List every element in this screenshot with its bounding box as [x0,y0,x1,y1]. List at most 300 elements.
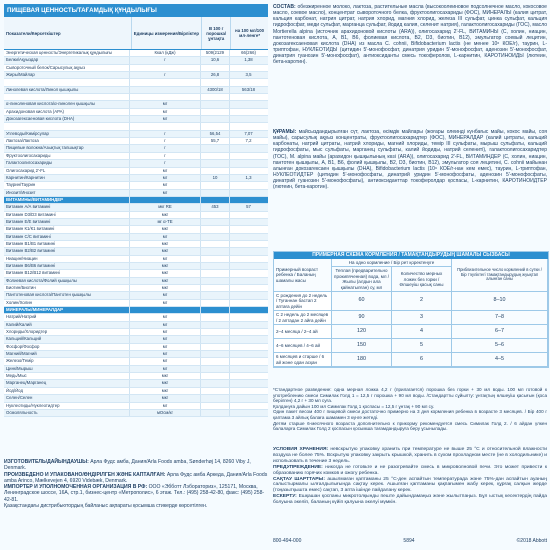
nutrition-cell-c1 [129,123,200,129]
nutrition-cell-c1: мг [129,344,200,350]
legal-distributor: Қазақстандағы дистрибьютордың байланыс ақпараты қосымша стикерде көрсетілген. [4,503,208,510]
col-age-header: Примерный возраст ребенка / Баланың шамалы жасы [274,259,332,292]
nutrition-cell-c3 [229,278,267,284]
note-1: *Стандартное разведение: одна мерная ложка 4,2 г (прилагается) порошка без горки + 30 мл воды. 100 мл готовой к употреблению смеси Симилак Голд 1 = 12,5 г порошка + 90 мл воды. /Стандартты сұйылту: ұнтақтың өлшеуіш қасығын (қоса берілген) 4,2 г + 30 мл суға. [273,387,547,404]
nutrition-row [4,204,268,211]
warning-ru: ПРЕДУПРЕЖДЕНИЕ: никогда не готовьте и не разогревайте смесь в микроволновой печи. Это может привести к образованию горячих комков и ожогу ребенка. [273,464,547,476]
nutrition-cell-c3: 1,3 [229,175,267,181]
nutrition-cell-c1: мг [129,351,200,357]
nutrition-cell-c3 [229,197,267,203]
nutrition-row [4,87,268,94]
nutrition-cell-c0: Инозит/Инозит [6,189,36,195]
col-scoops-header: Количество мерных ложек без горки / Өлшеуіш қасық саны [392,267,452,292]
nutrition-row [4,182,268,189]
nutrition-cell-c3 [229,410,267,416]
nutrition-cell-c2 [200,219,229,225]
nutrition-row [4,278,268,285]
nutrition-cell-c2 [200,344,229,350]
nutrition-cell-c2 [200,410,229,416]
nutrition-row [4,123,268,130]
nutrition-cell-c2 [200,307,229,313]
nutrition-cell-c0: Витамин С/С витамині [6,233,51,239]
nutrition-cell-c2: 453 [200,204,229,210]
nutrition-row [4,72,268,79]
nutrition-cell-c2 [200,248,229,254]
nutrition-cell-c2 [200,395,229,401]
nutrition-cell-c3 [229,241,267,247]
nutrition-cell-c0: Жиры/Майлар [6,72,35,78]
schedule-cell-water: 150 [332,339,392,353]
nutrition-cell-c0: Энергетическая ценность/Энергетикалық құндылығы [6,50,113,55]
nutrition-cell-c1: Ккал (кДж) [129,50,200,56]
nutrition-cell-c0: Докозагексаеновая кислота (DHA) [6,116,75,122]
nutrition-row [4,395,268,402]
header-unit: Единицы измерения/Бірліктер [131,17,202,49]
nutrition-cell-c3 [229,336,267,342]
nutrition-cell-c2: 10,6 [200,57,229,63]
nutrition-cell-c3 [229,292,267,298]
nutrition-cell-c1: г [129,160,200,166]
nutrition-row [4,153,268,160]
nutrition-row [4,292,268,299]
nutrition-cell-c2 [200,300,229,306]
nutrition-cell-c0: Марганец/Марганец [6,380,47,386]
nutrition-cell-c0: Цинк/Мырыш [6,365,33,371]
nutrition-cell-c2: 26,8 [200,72,229,78]
nutrition-cell-c1: мкг [129,241,200,247]
nutrition-cell-c0: Ниацин/Ниацин [6,255,38,261]
nutrition-row [4,160,268,167]
nutrition-cell-c0: Хлориды/Хлоридтер [6,329,48,335]
nutrition-cell-c1 [129,65,200,71]
nutrition-row [4,241,268,248]
header-indicator: Показатели/Көрсеткіштер [6,30,61,36]
nutrition-cell-c1: г [129,131,200,137]
nutrition-row [4,101,268,108]
nutrition-cell-c0: Витамин К1/К1 витамині [6,226,55,232]
nutrition-cell-c0: Калий/Калий [6,321,32,327]
schedule-cell-feeds: 8–10 [452,292,548,311]
nutrition-cell-c3 [229,358,267,364]
schedule-cell-feeds: 6–7 [452,325,548,339]
nutrition-cell-c3 [229,395,267,401]
nutrition-cell-c2 [200,241,229,247]
footer [273,538,547,544]
nutrition-cell-c3 [229,403,267,409]
nutrition-cell-c3 [229,145,267,151]
schedule-title: ПРИМЕРНАЯ СХЕМА КОРМЛЕНИЯ / ТАМАҚТАНДЫРУДЫҢ ШАМАЛЫ СЫЗБАСЫ [274,252,548,259]
schedule-cell-scoops: 4 [392,325,452,339]
nutrition-cell-c0: Йод/Йод [6,387,23,393]
schedule-cell-scoops: 6 [392,353,452,367]
nutrition-row [4,94,268,101]
nutrition-row [4,380,268,387]
nutrition-row [4,300,268,307]
nutrition-cell-c1: мкг [129,373,200,379]
nutrition-cell-c2 [200,123,229,129]
nutrition-cell-c3 [229,351,267,357]
nutrition-cell-c2 [200,153,229,159]
nutrition-cell-c0: Пантотеновая кислота/Пантотен қышқылы [6,292,91,298]
footer-phone: 800-494-000 [273,538,302,544]
footer-code: 5894 [403,538,415,544]
nutrition-cell-c1: мг [129,322,200,328]
nutrition-cell-c1: мкг [129,248,200,254]
nutrition-cell-c0: Витамин В12/В12 витамині [6,270,60,276]
nutrition-cell-c1: мОсм/кг [129,410,200,416]
nutrition-cell-c3: 563/18 [229,87,267,93]
nutrition-cell-c1: мг [129,182,200,188]
per-day-header: Приблизительное число кормлений в сутки / Бір тәуліктегі тамақтандырудың жуықтап алынған саны [452,259,548,292]
nutrition-cell-c2 [200,116,229,122]
nutrition-cell-c3 [229,344,267,350]
nutrition-cell-c1: мг [129,366,200,372]
nutrition-row [4,65,268,72]
nutrition-cell-c0: Витамин Е/Е витамині [6,218,51,224]
nutrition-row [4,263,268,270]
nutrition-cell-c2 [200,256,229,262]
nutrition-cell-c2 [200,234,229,240]
schedule-cell-water: 90 [332,311,392,325]
schedule-cell-feeds: 7–8 [452,311,548,325]
nutrition-cell-c0: Сывороточный белок/Сарысулық ақуыз [6,64,86,70]
nutrition-cell-c2 [200,278,229,284]
nutrition-cell-c3 [229,256,267,262]
nutrition-cell-c0: Кальций/Кальций [6,336,41,342]
nutrition-cell-c2 [200,336,229,342]
nutrition-cell-c2 [200,403,229,409]
nutrition-cell-c2 [200,197,229,203]
footer-copyright: ©2018 Abbott [516,538,547,544]
nutrition-row [4,358,268,365]
nutrition-cell-c2: 56,54 [200,131,229,137]
nutrition-cell-c1: мг [129,314,200,320]
nutrition-row [4,410,268,417]
note-3: Один пакет весом 400 г пищевой смеси достаточно примерно на 3 дня кормления ребенка в возрасте 3 месяцев. / Бір 400 г қаптама 3 айлық балаға шамамен 3 күнге жетеді. [273,409,547,420]
legal-producer: ПРОИЗВЕДЕНО И УПАКОВАНО/ӨНДІРІЛГЕН ЖӘНЕ КАПТАЛҒАН: Арла Фудс амба Аркеда, Дания/Arla Foods amba Arinco, Mælkevejen 4, 6920 Videbæk, Denmark. [4,471,268,484]
nutrition-row [4,366,268,373]
nutrition-cell-c1: мкг [129,278,200,284]
nutrition-cell-c0: Олигосахарид 2'-FL [6,167,46,173]
nutrition-cell-c0: Белки/Ақуыздар [6,57,39,63]
nutrition-cell-c2 [200,322,229,328]
nutrition-cell-c3 [229,153,267,159]
nutrition-cell-c3: 66(266) [229,50,267,56]
right-column [273,4,547,549]
col-water-header: Теплая (предварительно прокипяченная) вода, мл / Жылы (алдын ала қайнатылған) су, мл [332,267,392,292]
schedule-cell-water: 180 [332,353,392,367]
nutrition-cell-c0 [4,123,129,129]
nutrition-cell-c2 [200,329,229,335]
nutrition-cell-c2 [200,358,229,364]
left-column [4,4,268,549]
composition-ru: СОСТАВ: обезжиренное молоко, лактоза, растительные масла (высокоолеиновое подсолнечное масло, кокосовое масло, соевое масло), концентрат сывороточного белка, фруктоолигосахариды (ФОС), МИНЕРАЛЫ (калия цитрат, кальция карбонат, натрия цитрат, натрия хлорид, магния хлорид, железа III сульфат, цинка сульфат, кальция гидрофосфат, меди сульфат, марганца сульфат, йодид калия, селенит натрия), галактоолигосахариды (ГОС), масло Mortierella alpina (источник арахидоновой кислоты (ARA)), олигосахарид 2'-FL, ВИТАМИНЫ (С, холин, ниацин, пантотеновая кислота, A, B1, B6, фолиевая кислота, B2, D3, биотин, B12), эмульгатор соевый лецитин, докозагексаеновая кислота (DHA) из масла C. cohnii, Bifidobacterium lactis (не менее 10⁶ КОЕ/г), таурин, L-триптофан, НУКЛЕОТИДЫ (цитидин 5'-монофосфат, динатрия уридин 5'-монофосфат, аденозин 5'-монофосфат, динатрия гуанозин 5'-монофосфат), антиоксиданты смесь токоферолов, L-карнитин, КАРОТИНОИДЫ (лютеин, бета-каротин). [273,4,547,66]
nutrition-cell-c0: Холин/Холин [6,299,32,305]
nutrition-cell-c1 [129,79,200,85]
nutrition-cell-c3 [229,101,267,107]
nutrition-cell-c0: Углеводы/Көмірсулар [6,130,49,136]
nutrition-cell-c1: мкг [129,263,200,269]
storage-ru: УСЛОВИЯ ХРАНЕНИЯ: невскрытую упаковку хранить при температуре не выше 25 °С и относительной влажности воздуха не более 75%. Вскрытую упаковку закрыть крышкой, хранить в сухом прохладном месте (не в холодильнике) и использовать в течение 3 недель. [273,447,548,464]
nutrition-cell-c0 [4,94,129,100]
nutrition-cell-c1: мкг [129,388,200,394]
nutrition-cell-c2: 4300/18 [200,87,229,93]
nutrition-row [4,336,268,343]
nutrition-section-header [4,197,268,204]
nutrition-cell-c1: мкг [129,212,200,218]
nutrition-cell-c0: Галактоолигосахариды [6,160,53,166]
nutrition-cell-c0: Медь/Мыс [6,373,27,379]
nutrition-cell-c3 [229,94,267,100]
schedule-cell-age: 4–6 месяцев / 4–6 ай [274,339,332,353]
schedule-cell-age: 2–4 месяца / 2–4 ай [274,325,332,339]
nutrition-cell-c2 [200,292,229,298]
nutrition-cell-c2 [200,366,229,372]
nutrition-cell-c3 [229,314,267,320]
nutrition-cell-c2 [200,373,229,379]
nutrition-cell-c3 [229,160,267,166]
nutrition-cell-c2 [200,109,229,115]
nutrition-cell-c3 [229,212,267,218]
nutrition-cell-c2 [200,79,229,85]
nutrition-table-body [4,50,268,417]
schedule-cell-water: 120 [332,325,392,339]
nutrition-cell-c0: Осмоляльность [6,409,38,415]
nutrition-cell-c0: Фосфор/Фосфор [6,343,40,349]
nutrition-cell-c2: 55,7 [200,138,229,144]
nutrition-cell-c1: г [129,72,200,78]
nutrition-cell-c2 [200,226,229,232]
nutrition-cell-c3 [229,300,267,306]
nutrition-cell-c3: 7,2 [229,138,267,144]
nutrition-row [4,131,268,138]
nutrition-cell-c3: 3,5 [229,72,267,78]
nutrition-cell-c3 [229,234,267,240]
nutrition-cell-c0: Натрий/Натрий [6,314,37,320]
nutrition-cell-c3 [229,322,267,328]
nutrition-row [4,248,268,255]
nutrition-section-header [4,307,268,314]
nutrition-row [4,116,268,123]
nutrition-table-header [4,17,268,50]
nutrition-row [4,145,268,152]
nutrition-cell-c2: 509(2129 [200,50,229,56]
nutrition-cell-c2 [200,65,229,71]
nutrition-cell-c0: Лактоза/Лактоза [6,138,39,144]
nutrition-row [4,373,268,380]
nutrition-row [4,388,268,395]
schedule-grid [274,259,548,292]
nutrition-row [4,57,268,64]
nutrition-row [4,351,268,358]
nutrition-row [4,168,268,175]
nutrition-cell-c3 [229,373,267,379]
nutrition-row [4,329,268,336]
schedule-rows [274,292,548,367]
nutrition-row [4,285,268,292]
nutrition-row [4,322,268,329]
nutrition-cell-c0 [4,79,129,85]
nutrition-cell-c1: мг [129,168,200,174]
nutrition-cell-c0: Фолиевая кислота/Фолий қышқылы [6,277,77,283]
nutrition-cell-c1: мг [129,256,200,262]
nutrition-cell-c2 [200,168,229,174]
nutrition-cell-c0: Линолевая кислота/Линол қышқылы [6,86,79,92]
nutrition-cell-c3 [229,366,267,372]
nutrition-cell-c2 [200,285,229,291]
schedule-cell-feeds: 5–6 [452,339,548,353]
nutrition-cell-c0: Витамин В6/В6 витамині [6,262,56,268]
per-feed-header: На одно кормление / Бір рет қоректенуге [332,259,452,267]
nutrition-cell-c1: г [129,153,200,159]
storage-kz: САҚТАУ ШАРТТАРЫ: ашылмаған қаптаманы 25 °C-ден аспайтын температурада және 75%-дан аспайтын ауаның салыстырмалы ылғалдылығында сақтау керек. Ашылған қаптаманы қақпағымен жабу керек, құрғақ салқын жерде (тоңазытқышта емес) сақтап, 3 апта ішінде пайдалану керек. [273,476,547,494]
nutrition-cell-c3: 1,38 [229,57,267,63]
nutrition-row [4,270,268,277]
nutrition-cell-c0: Витамин D3/D3 витамині [6,211,56,217]
schedule-cell-age: 6 месяцев и старше / 6 ай және одан асқан [274,353,332,367]
nutrition-cell-c2 [200,388,229,394]
nutrition-cell-c1: мг [129,190,200,196]
nutrition-cell-c3 [229,263,267,269]
nutrition-cell-c3: 57 [229,204,267,210]
note-4: Детям старше 6-месячного возраста дополнительно к прикорму рекомендуется смесь Симилак Голд 2. / 6 айдан үлкен балаларға Симилак Голд 2 қоспасын қосымша тағамдандыруға беру ұсынылады. [273,420,547,432]
nutrition-cell-c0: Витамин В1/В1 витамині [6,240,56,246]
nutrition-cell-c1: мг α-TE [129,219,200,225]
nutrition-cell-c1: мг [129,109,200,115]
nutrition-cell-c3 [229,270,267,276]
nutrition-cell-c3 [229,182,267,188]
nutrition-cell-c0: α-линоленовая кислота/α-линолен қышқылы [6,101,96,107]
nutrition-cell-c3 [229,65,267,71]
nutrition-cell-c3 [229,123,267,129]
legal-importer: ИМПОРТЕР И УПОЛНОМОЧЕННАЯ ОРГАНИЗАЦИЯ В РФ: ООО «Эбботт Лэбораториз», 125171, Москва, Ленинградское шоссе, 16А, стр.1, бизнес-центр «Метрополис», 6 этаж. Тел.: (495) 258-42-80, факс: (495) 258-42-81. [4,484,265,503]
nutrition-cell-c3 [229,219,267,225]
schedule-cell-water: 60 [332,292,392,311]
nutrition-cell-c1 [129,197,200,203]
composition-kz: ҚҰРАМЫ: майсыздандырылған сүт, лактоза, өсімдік майлары (жоғары олеинді күнбағыс майы, кокос майы, соя майы), сарысулық ақуыз концентраты, фруктоолигосахаридтер (ФОС), МИНЕРАЛДАР (калий цитраты, кальций карбонаты, натрий цитраты, натрий хлориды, магний хлориды, темір III сульфаты, мырыш сульфаты, кальций гидрофосфаты, мыс сульфаты, марганец сульфаты, калий йодиды, натрий селениті), галактоолигосахаридтер (ГОС), M. alpina майы (арахидон қышқылының көзі (ARA)), олигосахарид 2'-FL, ВИТАМИНДЕР (С, холин, ниацин, пантотен қышқылы, A, B1, B6, фолий қышқылы, B2, D3, биотин, B12), эмульгатор соя лецитині, C. cohnii майынан алынған докозагексаен қышқылы (DHA), Bifidobacterium lactis (10⁶ КОЕ/г-нан кем емес), таурин, L-триптофан, НУКЛЕОТИДТЕР (цитидин 5'-монофосфаты, динатрий уридин 5'-монофосфаты, аденозин 5'-монофосфаты, динатрий гуанозин 5'-монофосфаты), антиоксиданттар токоферолдар қоспасы, L-карнитин, КАРОТИНОИДТЕР (лютеин, бета-каротин). [273,129,547,191]
nutrition-cell-c2 [200,101,229,107]
nutrition-row [4,219,268,226]
nutrition-row [4,109,268,116]
nutrition-cell-c3: 7,07 [229,131,267,137]
nutrition-cell-c0: МИНЕРАЛЫ/МИНЕРАЛДАР [6,307,64,313]
nutrition-cell-c2 [200,94,229,100]
nutrition-title: ПИЩЕВАЯ ЦЕННОСТЬ/ТАҒАМДЫҚ ҚҰНДЫЛЫҒЫ [4,4,268,17]
nutrition-row [4,314,268,321]
legal-block [4,459,268,509]
nutrition-cell-c3 [229,388,267,394]
nutrition-cell-c1: мг [129,336,200,342]
nutrition-table [4,17,268,417]
nutrition-cell-c2 [200,263,229,269]
nutrition-cell-c0: Таурин/Таурин [6,182,36,188]
nutrition-cell-c0: Фруктоолигосахариды [6,152,51,158]
nutrition-cell-c1 [129,307,200,313]
header-per-100ml: на 100 мл/100 мл-ленге* [230,17,268,49]
nutrition-cell-c1: мг [129,292,200,298]
nutrition-cell-c0: Железо/Темір [6,358,34,364]
nutrition-cell-c3 [229,190,267,196]
nutrition-cell-c2 [200,190,229,196]
nutrition-cell-c1: мг [129,358,200,364]
warning-kz: ЕСКЕРТУ: Ешқашан қоспаны микротолқынды пеште дайындамаңыз және жылытпаңыз. Бұл ыстық кесектердің пайда болуына әкеліп, баланың күйіп қалуына әкелуі мүмкін. [273,494,547,506]
nutrition-cell-c3 [229,226,267,232]
nutrition-cell-c2 [200,351,229,357]
nutrition-cell-c3 [229,79,267,85]
schedule-cell-feeds: 4–5 [452,353,548,367]
nutrition-cell-c3 [229,109,267,115]
nutrition-cell-c1: мг [129,234,200,240]
nutrition-cell-c2 [200,270,229,276]
nutrition-row [4,234,268,241]
nutrition-cell-c1: мкг [129,226,200,232]
nutrition-cell-c0: Витамин В2/В2 витамині [6,248,56,254]
nutrition-cell-c2 [200,160,229,166]
note-2: Қолдануға дайын 100 мл Симилак Голд 1 қоспасы = 12,5 г ұнтақ + 90 мл су. [273,403,435,409]
nutrition-cell-c0: Витамин А/А витамині [6,204,51,210]
nutrition-cell-c1: г [129,138,200,144]
nutrition-cell-c0: Биотин/Биотин [6,285,36,290]
nutrition-cell-c3 [229,248,267,254]
nutrition-row [4,190,268,197]
nutrition-cell-c3 [229,116,267,122]
nutrition-cell-c1: мкг [129,270,200,276]
nutrition-cell-c2 [200,380,229,386]
nutrition-cell-c0: Арахидоновая кислота (АРА) [6,108,64,114]
storage-block [273,447,547,506]
nutrition-cell-c2 [200,182,229,188]
nutrition-cell-c2 [200,145,229,151]
nutrition-cell-c2: 10 [200,175,229,181]
nutrition-cell-c2 [200,212,229,218]
schedule-cell-age: С 2 недель до 2 месяцев / 2 аптадан 2 айға дейін [274,311,332,325]
nutrition-cell-c0: Селен/Селен [6,395,33,401]
nutrition-cell-c1: г [129,57,200,63]
nutrition-cell-c1: мг [129,116,200,122]
schedule-cell-age: С рождения до 2 недель / Туғаннан бастап 2 аптаға дейін [274,292,332,311]
nutrition-cell-c1: мкг [129,380,200,386]
nutrition-row [4,344,268,351]
nutrition-cell-c1: мкг RE [129,204,200,210]
nutrition-cell-c1: мкг [129,285,200,291]
nutrition-cell-c3 [229,329,267,335]
nutrition-row [4,79,268,86]
nutrition-row [4,226,268,233]
nutrition-row [4,212,268,219]
nutrition-cell-c3 [229,168,267,174]
nutrition-cell-c1: мг [129,300,200,306]
nutrition-row [4,403,268,410]
nutrition-cell-c0: ВИТАМИНЫ/ВИТАМИНДЕР [6,196,64,202]
nutrition-cell-c1: мг [129,101,200,107]
schedule-cell-scoops: 5 [392,339,452,353]
nutrition-cell-c3 [229,285,267,291]
dilution-notes [273,387,547,432]
nutrition-cell-c1: мкг [129,395,200,401]
nutrition-cell-c2 [200,314,229,320]
nutrition-cell-c1 [129,87,200,93]
nutrition-cell-c0: Пищевые волокна/Азықтық талшықтар [6,145,84,151]
nutrition-cell-c1: мг [129,403,200,409]
feeding-schedule [273,251,549,368]
schedule-cell-scoops: 3 [392,311,452,325]
legal-manufacturer: ИЗГОТОВИТЕЛЬ/ДАЙЫНДАУШЫ: Арла Фудс амба, Дания/Arla Foods amba, Sønderhøj 14, 8260 Viby J, Denmark. [4,459,251,472]
nutrition-cell-c3 [229,380,267,386]
nutrition-row [4,256,268,263]
nutrition-cell-c1: г [129,145,200,151]
nutrition-cell-c1: мг [129,329,200,335]
nutrition-row [4,175,268,182]
